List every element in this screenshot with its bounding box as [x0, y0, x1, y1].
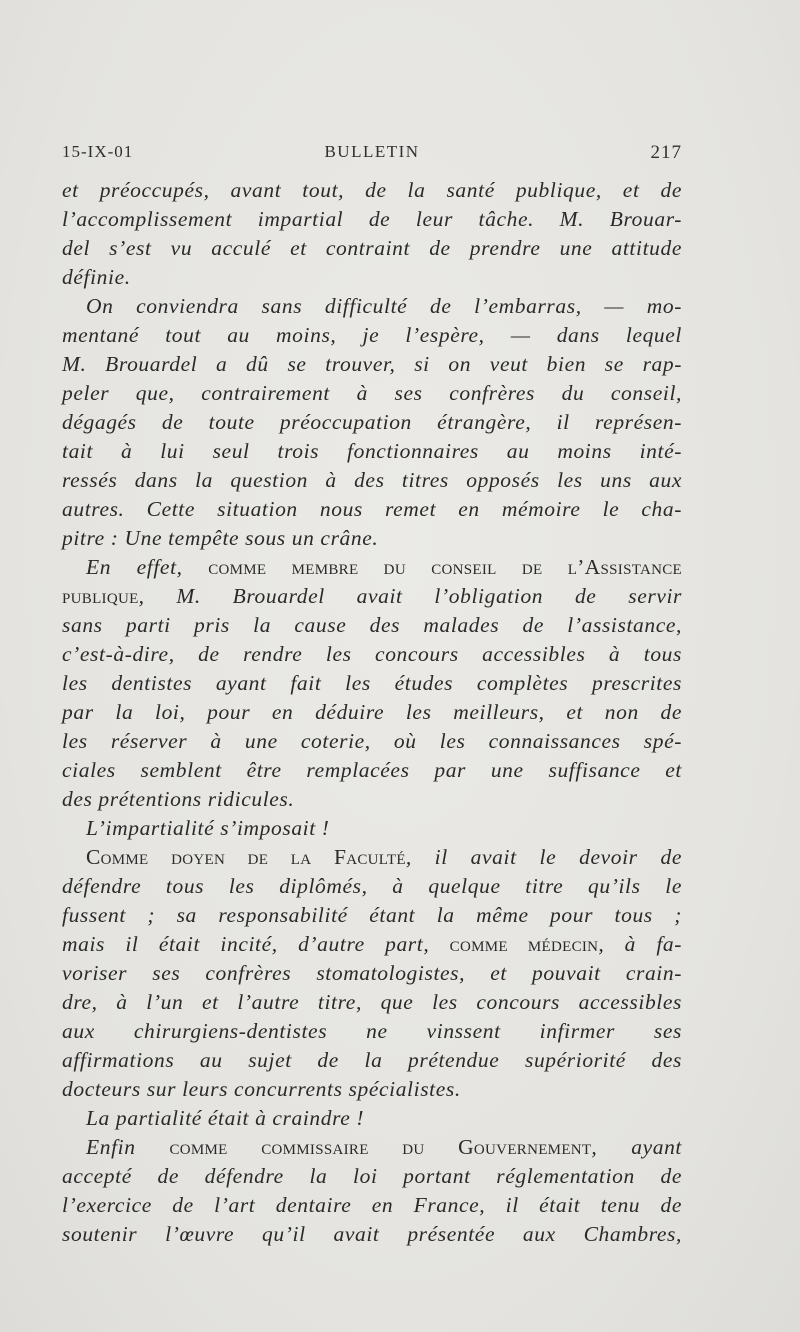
text-line	[62, 234, 682, 263]
text-segment: , M. Brouardel avait l’obligation de servir	[138, 584, 682, 608]
text-segment: M. Brouardel a dû se trouver, si on veut bien se rap-	[62, 352, 682, 376]
text-segment: , à fa-	[598, 932, 682, 956]
text-segment: les réserver à une coterie, où les connaissances spé-	[62, 729, 682, 753]
text-segment: mais il était incité, d’autre part,	[62, 932, 450, 956]
text-segment: ciales semblent être remplacées par une suffisance et	[62, 758, 682, 782]
text-segment: accepté de défendre la loi portant réglementation de	[62, 1164, 682, 1188]
text-segment: del s’est vu acculé et contraint de prendre une attitude	[62, 236, 682, 260]
text-line	[62, 1075, 682, 1104]
text-segment: dre, à l’un et l’autre titre, que les concours accessibles	[62, 990, 682, 1014]
text-segment: et préoccupés, avant tout, de la santé publique, et de	[62, 178, 682, 202]
text-segment: Enfin	[86, 1135, 170, 1159]
text-line	[62, 292, 682, 321]
page-number: 217	[650, 142, 682, 163]
text-line	[62, 1046, 682, 1075]
text-segment: sans parti pris la cause des malades de l’assistance,	[62, 613, 682, 637]
text-line	[62, 495, 682, 524]
text-segment: dégagés de toute préoccupation étrangère, il représen-	[62, 410, 682, 434]
text-segment: autres. Cette situation nous remet en mémoire le cha-	[62, 497, 682, 521]
header-title: BULLETIN	[324, 142, 420, 161]
text-segment: voriser ses confrères stomatologistes, et pouvait crain-	[62, 961, 682, 985]
text-line	[62, 321, 682, 350]
text-line	[62, 901, 682, 930]
text-segment: l’accomplissement impartial de leur tâche. M. Brouar-	[62, 207, 682, 231]
text-segment: des prétentions ridicules.	[62, 787, 295, 811]
text-line	[62, 727, 682, 756]
text-line	[62, 843, 682, 872]
text-line	[62, 698, 682, 727]
text-line	[62, 959, 682, 988]
text-line	[62, 930, 682, 959]
text-segment: c’est-à-dire, de rendre les concours accessibles à tous	[62, 642, 682, 666]
small-caps-text: publique	[62, 584, 139, 608]
text-segment: , ayant	[591, 1135, 683, 1159]
text-line	[62, 205, 682, 234]
small-caps-text: comme membre du conseil de l’Assistance	[208, 555, 683, 579]
text-line	[62, 785, 682, 814]
text-line	[62, 379, 682, 408]
text-segment: On conviendra sans difficulté de l’embarras, — mo-	[86, 294, 682, 318]
header-date: 15-IX-01	[62, 142, 134, 161]
text-line	[62, 466, 682, 495]
text-line	[62, 176, 682, 205]
text-line	[62, 437, 682, 466]
text-line	[62, 814, 682, 843]
running-head	[62, 142, 682, 170]
text-line	[62, 611, 682, 640]
text-segment: mentané tout au moins, je l’espère, — dans lequel	[62, 323, 682, 347]
text-line	[62, 872, 682, 901]
text-segment: fussent ; sa responsabilité étant la même pour tous ;	[62, 903, 682, 927]
text-line	[62, 524, 682, 553]
text-segment: La partialité était à craindre !	[86, 1106, 365, 1130]
text-line	[62, 988, 682, 1017]
text-segment: affirmations au sujet de la prétendue supériorité des	[62, 1048, 682, 1072]
text-segment: , il avait le devoir de	[405, 845, 682, 869]
text-segment: soutenir l’œuvre qu’il avait présentée aux Chambres,	[62, 1222, 682, 1246]
text-segment: les dentistes ayant fait les études complètes prescrites	[62, 671, 682, 695]
text-segment: défendre tous les diplômés, à quelque titre qu’ils le	[62, 874, 682, 898]
text-segment: par la loi, pour en déduire les meilleurs, et non de	[62, 700, 682, 724]
text-line	[62, 1133, 682, 1162]
text-segment: l’exercice de l’art dentaire en France, il était tenu de	[62, 1193, 682, 1217]
text-segment: En effet,	[86, 555, 209, 579]
text-segment: aux chirurgiens-dentistes ne vinssent infirmer ses	[62, 1019, 682, 1043]
text-line	[62, 1017, 682, 1046]
text-line	[62, 263, 682, 292]
text-line	[62, 1191, 682, 1220]
text-line	[62, 408, 682, 437]
text-line	[62, 1104, 682, 1133]
text-segment: L’impartialité s’imposait !	[86, 816, 330, 840]
text-line	[62, 350, 682, 379]
small-caps-text: comme médecin	[449, 932, 599, 956]
text-segment: docteurs sur leurs concurrents spécialistes.	[62, 1077, 461, 1101]
text-segment: ressés dans la question à des titres opposés les uns aux	[62, 468, 682, 492]
text-segment: définie.	[62, 265, 131, 289]
text-line	[62, 1220, 682, 1249]
small-caps-text: comme commissaire du Gouvernement	[169, 1135, 592, 1159]
text-segment: tait à lui seul trois fonctionnaires au moins inté-	[62, 439, 682, 463]
text-line	[62, 553, 682, 582]
text-line	[62, 582, 682, 611]
text-line	[62, 1162, 682, 1191]
text-line	[62, 669, 682, 698]
small-caps-text: Comme doyen de la Faculté	[86, 845, 406, 869]
body-text	[62, 176, 682, 1249]
text-line	[62, 756, 682, 785]
text-line	[62, 640, 682, 669]
text-segment: peler que, contrairement à ses confrères du conseil,	[62, 381, 682, 405]
text-segment: pitre : Une tempête sous un crâne.	[62, 526, 379, 550]
